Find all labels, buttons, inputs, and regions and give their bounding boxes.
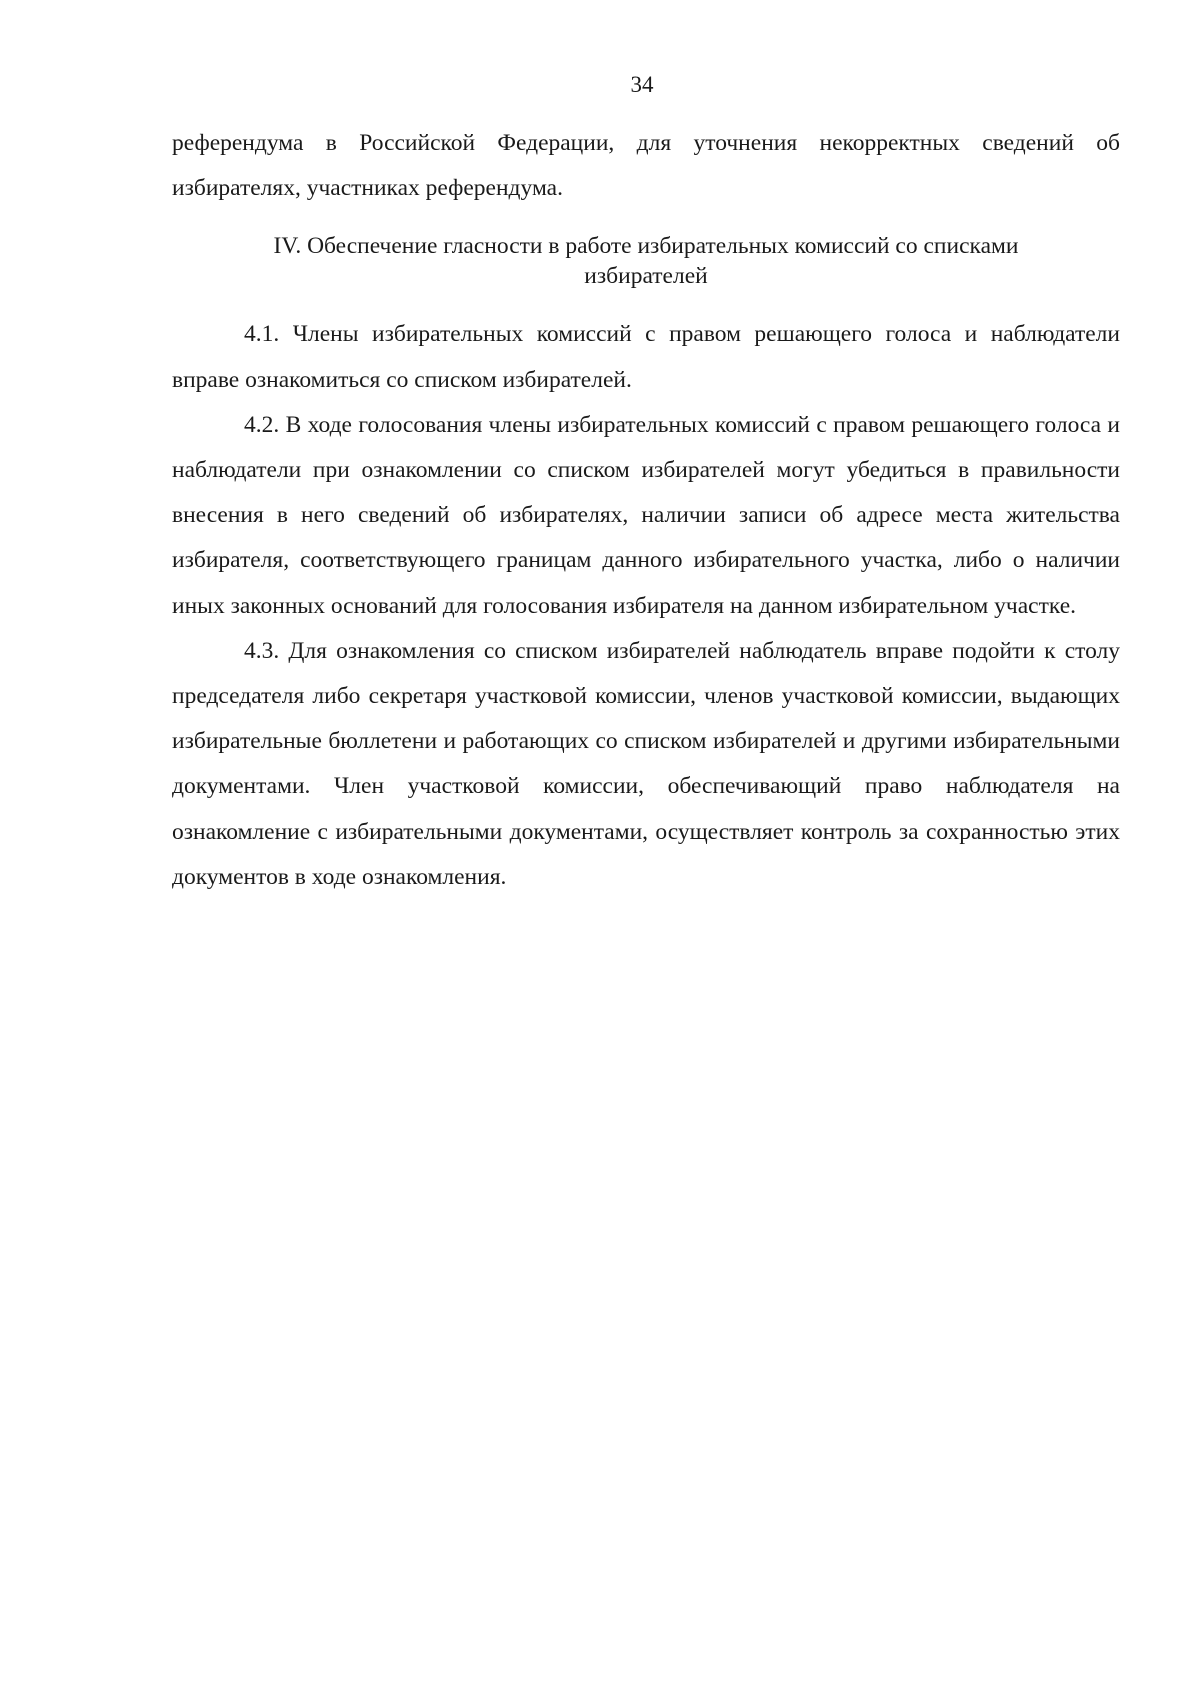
continuation-paragraph: референдума в Российской Федерации, для уточнения некорректных сведений об избирателях, участниках референдума.: [172, 130, 1120, 202]
page-number: 34: [630, 72, 654, 97]
document-body: [172, 121, 1120, 900]
section-heading: [172, 231, 1120, 291]
section-heading-line-2: избирателей: [584, 263, 708, 290]
paragraph-4-2: 4.2. В ходе голосования члены избирательных комиссий с правом решающего голоса и наблюдатели при ознакомлении со списком избирателей могут убедиться в правильности внесения в него сведений об избирателях, наличии записи об адресе места жительства избирателя, соответствующего границам данного избирательного участка, либо о наличии иных законных оснований для голосования избирателя на данном избирательном участке.: [172, 411, 1120, 619]
section-heading-line-1: IV. Обеспечение гласности в работе избирательных комиссий со списками: [273, 233, 1019, 260]
paragraph-4-1: 4.1. Члены избирательных комиссий с правом решающего голоса и наблюдатели вправе ознакомиться со списком избирателей.: [172, 321, 1120, 393]
paragraph-4-3: 4.3. Для ознакомления со списком избирателей наблюдатель вправе подойти к столу председателя либо секретаря участковой комиссии, членов участковой комиссии, выдающих избирательные бюллетени и работающих со списком избирателей и другими избирательными документами. Член участковой комиссии, обеспечивающий право наблюдателя на ознакомление с избирательными документами, осуществляет контроль за сохранностью этих документов в ходе ознакомления.: [172, 637, 1120, 890]
